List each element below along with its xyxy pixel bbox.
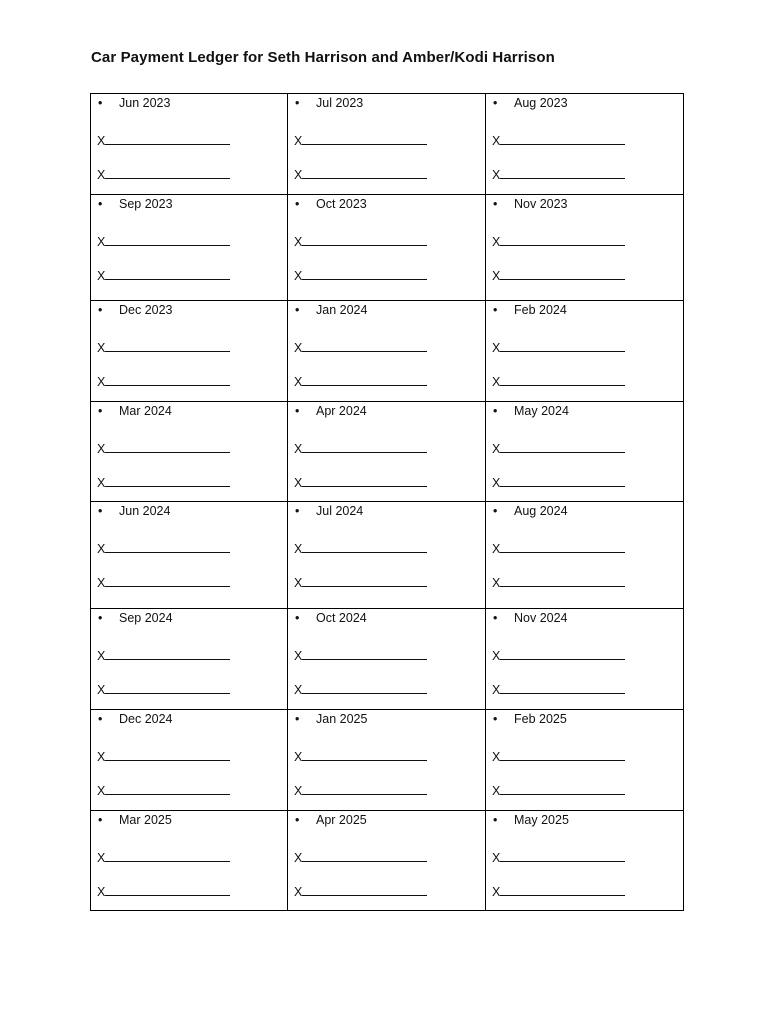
- signature-prefix: X: [294, 851, 303, 865]
- month-cell: [91, 402, 288, 502]
- signature-line-2[interactable]: [97, 474, 230, 490]
- signature-line-2[interactable]: [492, 681, 625, 697]
- signature-line-2[interactable]: [492, 883, 625, 899]
- signature-blank[interactable]: [105, 540, 230, 553]
- signature-blank[interactable]: [500, 782, 625, 795]
- month-label: Aug 2023: [514, 96, 568, 110]
- signature-blank[interactable]: [500, 267, 625, 280]
- signature-prefix: X: [97, 750, 106, 764]
- month-label-line: [493, 813, 569, 827]
- month-label-line: [295, 96, 364, 110]
- month-cell: [91, 502, 288, 609]
- signature-prefix: X: [294, 134, 303, 148]
- month-cell: [91, 710, 288, 811]
- bullet-icon: •: [98, 504, 103, 518]
- month-label-line: [295, 611, 367, 625]
- signature-prefix: X: [294, 476, 303, 490]
- signature-prefix: X: [294, 168, 303, 182]
- signature-line-1[interactable]: [492, 540, 625, 556]
- month-label: Jun 2023: [119, 96, 171, 110]
- month-label-line: [295, 303, 368, 317]
- signature-line-1[interactable]: [492, 849, 625, 865]
- bullet-icon: •: [493, 813, 498, 827]
- signature-prefix: X: [294, 375, 303, 389]
- signature-blank[interactable]: [105, 440, 230, 453]
- signature-prefix: X: [492, 134, 501, 148]
- signature-line-2[interactable]: [294, 166, 427, 182]
- signature-blank[interactable]: [105, 474, 230, 487]
- signature-blank[interactable]: [105, 166, 230, 179]
- bullet-icon: •: [98, 813, 103, 827]
- month-label-line: [493, 404, 569, 418]
- signature-prefix: X: [294, 442, 303, 456]
- signature-prefix: X: [492, 168, 501, 182]
- month-label-line: [98, 303, 173, 317]
- signature-line-1[interactable]: [97, 440, 230, 456]
- month-label: May 2025: [514, 813, 569, 827]
- signature-line-1[interactable]: [492, 132, 625, 148]
- signature-prefix: X: [97, 542, 106, 556]
- signature-prefix: X: [492, 784, 501, 798]
- month-cell: [486, 94, 684, 195]
- signature-line-2[interactable]: [97, 883, 230, 899]
- ledger-row: [91, 609, 684, 710]
- month-label-line: [98, 611, 173, 625]
- month-label: Jan 2024: [316, 303, 368, 317]
- bullet-icon: •: [295, 197, 300, 211]
- ledger-table: [90, 93, 684, 911]
- signature-blank[interactable]: [500, 166, 625, 179]
- signature-line-1[interactable]: [294, 540, 427, 556]
- signature-blank[interactable]: [302, 540, 427, 553]
- signature-prefix: X: [492, 542, 501, 556]
- month-cell: [486, 811, 684, 911]
- ledger-row: [91, 195, 684, 301]
- signature-blank[interactable]: [500, 373, 625, 386]
- signature-line-2[interactable]: [492, 782, 625, 798]
- signature-prefix: X: [294, 750, 303, 764]
- signature-line-2[interactable]: [97, 574, 230, 590]
- signature-line-1[interactable]: [97, 849, 230, 865]
- bullet-icon: •: [98, 96, 103, 110]
- signature-prefix: X: [97, 442, 106, 456]
- signature-prefix: X: [97, 683, 106, 697]
- month-label: Nov 2023: [514, 197, 568, 211]
- signature-line-1[interactable]: [294, 339, 427, 355]
- signature-line-2[interactable]: [492, 474, 625, 490]
- month-cell: [91, 94, 288, 195]
- signature-blank[interactable]: [302, 166, 427, 179]
- signature-prefix: X: [294, 649, 303, 663]
- signature-line-1[interactable]: [492, 748, 625, 764]
- signature-line-1[interactable]: [294, 748, 427, 764]
- month-label: Dec 2024: [119, 712, 173, 726]
- month-label-line: [98, 712, 173, 726]
- month-label-line: [295, 197, 367, 211]
- signature-line-1[interactable]: [97, 132, 230, 148]
- signature-line-2[interactable]: [492, 373, 625, 389]
- signature-prefix: X: [97, 168, 106, 182]
- signature-blank[interactable]: [105, 267, 230, 280]
- bullet-icon: •: [98, 197, 103, 211]
- signature-prefix: X: [492, 576, 501, 590]
- signature-line-1[interactable]: [492, 339, 625, 355]
- signature-prefix: X: [492, 375, 501, 389]
- signature-blank[interactable]: [302, 132, 427, 145]
- signature-blank[interactable]: [302, 339, 427, 352]
- bullet-icon: •: [493, 197, 498, 211]
- signature-blank[interactable]: [105, 849, 230, 862]
- signature-blank[interactable]: [500, 883, 625, 896]
- signature-line-2[interactable]: [294, 267, 427, 283]
- signature-prefix: X: [97, 851, 106, 865]
- signature-prefix: X: [97, 885, 106, 899]
- month-label-line: [493, 504, 568, 518]
- signature-line-1[interactable]: [294, 849, 427, 865]
- signature-blank[interactable]: [105, 748, 230, 761]
- signature-blank[interactable]: [500, 540, 625, 553]
- signature-blank[interactable]: [302, 474, 427, 487]
- month-label: Feb 2024: [514, 303, 567, 317]
- signature-prefix: X: [97, 269, 106, 283]
- month-cell: [91, 195, 288, 301]
- signature-blank[interactable]: [500, 748, 625, 761]
- month-cell: [486, 301, 684, 402]
- signature-blank[interactable]: [302, 748, 427, 761]
- signature-line-2[interactable]: [97, 373, 230, 389]
- month-label-line: [98, 96, 171, 110]
- signature-line-1[interactable]: [294, 233, 427, 249]
- signature-blank[interactable]: [105, 681, 230, 694]
- bullet-icon: •: [295, 404, 300, 418]
- signature-prefix: X: [492, 476, 501, 490]
- signature-prefix: X: [97, 576, 106, 590]
- signature-blank[interactable]: [302, 681, 427, 694]
- signature-prefix: X: [492, 683, 501, 697]
- month-cell: [91, 811, 288, 911]
- signature-line-2[interactable]: [492, 267, 625, 283]
- month-label-line: [493, 197, 568, 211]
- signature-line-1[interactable]: [97, 647, 230, 663]
- signature-prefix: X: [492, 851, 501, 865]
- signature-prefix: X: [97, 235, 106, 249]
- signature-blank[interactable]: [302, 267, 427, 280]
- signature-prefix: X: [492, 442, 501, 456]
- signature-line-1[interactable]: [97, 748, 230, 764]
- signature-prefix: X: [294, 235, 303, 249]
- signature-blank[interactable]: [302, 574, 427, 587]
- month-cell: [288, 402, 486, 502]
- signature-blank[interactable]: [500, 339, 625, 352]
- signature-line-1[interactable]: [492, 647, 625, 663]
- bullet-icon: •: [98, 611, 103, 625]
- ledger-row: [91, 710, 684, 811]
- signature-line-2[interactable]: [294, 681, 427, 697]
- bullet-icon: •: [98, 712, 103, 726]
- month-cell: [486, 609, 684, 710]
- month-label: Oct 2024: [316, 611, 367, 625]
- signature-blank[interactable]: [302, 647, 427, 660]
- month-label: Jan 2025: [316, 712, 368, 726]
- month-label-line: [493, 303, 567, 317]
- signature-blank[interactable]: [500, 440, 625, 453]
- month-label-line: [295, 404, 367, 418]
- signature-blank[interactable]: [105, 339, 230, 352]
- signature-line-2[interactable]: [294, 574, 427, 590]
- signature-prefix: X: [492, 750, 501, 764]
- signature-line-1[interactable]: [492, 233, 625, 249]
- signature-line-1[interactable]: [492, 440, 625, 456]
- bullet-icon: •: [295, 611, 300, 625]
- ledger-body: [91, 94, 684, 911]
- month-cell: [91, 301, 288, 402]
- signature-prefix: X: [294, 269, 303, 283]
- signature-prefix: X: [97, 134, 106, 148]
- month-label-line: [295, 813, 367, 827]
- signature-prefix: X: [97, 784, 106, 798]
- month-label-line: [493, 611, 568, 625]
- month-cell: [288, 609, 486, 710]
- bullet-icon: •: [295, 712, 300, 726]
- signature-blank[interactable]: [105, 782, 230, 795]
- month-cell: [288, 710, 486, 811]
- signature-prefix: X: [97, 341, 106, 355]
- month-label-line: [493, 96, 568, 110]
- month-label: Mar 2024: [119, 404, 172, 418]
- signature-prefix: X: [492, 885, 501, 899]
- signature-prefix: X: [294, 784, 303, 798]
- bullet-icon: •: [493, 611, 498, 625]
- bullet-icon: •: [295, 813, 300, 827]
- signature-line-2[interactable]: [294, 782, 427, 798]
- month-label: Feb 2025: [514, 712, 567, 726]
- signature-blank[interactable]: [500, 132, 625, 145]
- month-label: Nov 2024: [514, 611, 568, 625]
- month-label: Jul 2024: [316, 504, 364, 518]
- signature-blank[interactable]: [105, 883, 230, 896]
- signature-blank[interactable]: [500, 647, 625, 660]
- month-label: Dec 2023: [119, 303, 173, 317]
- signature-prefix: X: [294, 341, 303, 355]
- signature-blank[interactable]: [500, 849, 625, 862]
- month-label: Oct 2023: [316, 197, 367, 211]
- month-label: Apr 2025: [316, 813, 367, 827]
- signature-prefix: X: [97, 375, 106, 389]
- signature-line-2[interactable]: [294, 373, 427, 389]
- month-label: Sep 2024: [119, 611, 173, 625]
- month-label: Jul 2023: [316, 96, 364, 110]
- signature-line-1[interactable]: [97, 540, 230, 556]
- ledger-row: [91, 301, 684, 402]
- bullet-icon: •: [493, 504, 498, 518]
- signature-blank[interactable]: [500, 233, 625, 246]
- signature-line-2[interactable]: [294, 474, 427, 490]
- signature-line-2[interactable]: [97, 681, 230, 697]
- month-label: Apr 2024: [316, 404, 367, 418]
- signature-prefix: X: [492, 341, 501, 355]
- signature-line-2[interactable]: [492, 166, 625, 182]
- month-label-line: [98, 504, 171, 518]
- month-cell: [486, 710, 684, 811]
- month-label: Mar 2025: [119, 813, 172, 827]
- signature-blank[interactable]: [500, 574, 625, 587]
- signature-blank[interactable]: [500, 474, 625, 487]
- signature-line-1[interactable]: [294, 440, 427, 456]
- month-cell: [288, 301, 486, 402]
- signature-line-2[interactable]: [97, 166, 230, 182]
- signature-line-1[interactable]: [294, 132, 427, 148]
- signature-blank[interactable]: [302, 440, 427, 453]
- signature-line-2[interactable]: [294, 883, 427, 899]
- signature-prefix: X: [97, 649, 106, 663]
- month-label-line: [98, 404, 172, 418]
- bullet-icon: •: [98, 303, 103, 317]
- ledger-row: [91, 811, 684, 911]
- signature-blank[interactable]: [302, 849, 427, 862]
- signature-blank[interactable]: [105, 373, 230, 386]
- month-cell: [486, 402, 684, 502]
- bullet-icon: •: [295, 303, 300, 317]
- month-cell: [288, 195, 486, 301]
- signature-blank[interactable]: [302, 373, 427, 386]
- month-cell: [288, 502, 486, 609]
- bullet-icon: •: [493, 404, 498, 418]
- month-label: May 2024: [514, 404, 569, 418]
- signature-line-1[interactable]: [294, 647, 427, 663]
- month-label-line: [98, 813, 172, 827]
- month-label-line: [295, 712, 368, 726]
- signature-line-1[interactable]: [97, 233, 230, 249]
- signature-prefix: X: [294, 576, 303, 590]
- bullet-icon: •: [295, 96, 300, 110]
- signature-blank[interactable]: [302, 883, 427, 896]
- month-label: Aug 2024: [514, 504, 568, 518]
- month-label: Jun 2024: [119, 504, 171, 518]
- bullet-icon: •: [493, 96, 498, 110]
- ledger-row: [91, 502, 684, 609]
- signature-blank[interactable]: [105, 233, 230, 246]
- month-label-line: [98, 197, 173, 211]
- signature-prefix: X: [492, 649, 501, 663]
- signature-prefix: X: [294, 885, 303, 899]
- month-cell: [486, 195, 684, 301]
- month-cell: [91, 609, 288, 710]
- bullet-icon: •: [493, 712, 498, 726]
- month-cell: [486, 502, 684, 609]
- signature-line-1[interactable]: [97, 339, 230, 355]
- month-label-line: [493, 712, 567, 726]
- ledger-row: [91, 94, 684, 195]
- ledger-row: [91, 402, 684, 502]
- signature-line-2[interactable]: [97, 267, 230, 283]
- page-title: Car Payment Ledger for Seth Harrison and Amber/Kodi Harrison: [91, 49, 555, 66]
- bullet-icon: •: [98, 404, 103, 418]
- signature-blank[interactable]: [302, 233, 427, 246]
- signature-blank[interactable]: [105, 132, 230, 145]
- bullet-icon: •: [493, 303, 498, 317]
- month-cell: [288, 811, 486, 911]
- signature-blank[interactable]: [302, 782, 427, 795]
- signature-blank[interactable]: [500, 681, 625, 694]
- signature-line-2[interactable]: [97, 782, 230, 798]
- signature-prefix: X: [492, 269, 501, 283]
- signature-blank[interactable]: [105, 574, 230, 587]
- month-label-line: [295, 504, 364, 518]
- signature-prefix: X: [492, 235, 501, 249]
- signature-line-2[interactable]: [492, 574, 625, 590]
- signature-prefix: X: [97, 476, 106, 490]
- signature-blank[interactable]: [105, 647, 230, 660]
- signature-prefix: X: [294, 542, 303, 556]
- signature-prefix: X: [294, 683, 303, 697]
- month-cell: [288, 94, 486, 195]
- month-label: Sep 2023: [119, 197, 173, 211]
- bullet-icon: •: [295, 504, 300, 518]
